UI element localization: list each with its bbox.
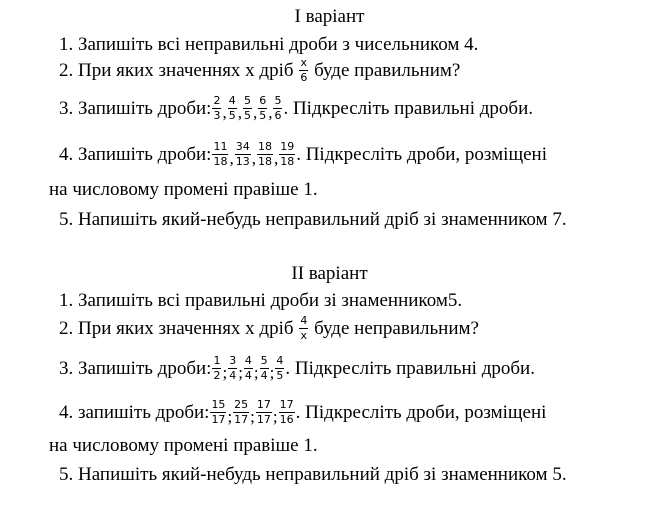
v2-question-2 <box>59 316 479 343</box>
fraction-separator: ; <box>269 363 275 382</box>
fraction: $\frac{25}{17}$ <box>234 398 249 426</box>
fraction-separator: ; <box>253 363 259 382</box>
v2-question-4 <box>59 400 546 427</box>
fraction-separator: , <box>268 103 273 122</box>
v1-q4-text: 4. Запишіть дроби: <box>59 143 212 165</box>
v1-q3-text: 3. Запишіть дроби: <box>59 97 212 119</box>
fraction-separator: , <box>273 149 279 168</box>
v1-q4-text-after: . Підкресліть дроби, розміщені <box>296 143 547 165</box>
v1-q2-text-after: буде правильним? <box>314 59 461 81</box>
v1-question-5: 5. Напишіть який-небудь неправильний дріб зі знаменником 7. <box>59 209 567 230</box>
fraction-separator: ; <box>238 363 243 382</box>
v2-q2-text: 2. При яких значеннях х дріб <box>59 317 294 339</box>
v2-q4-text-after: . Підкресліть дроби, розміщені <box>295 401 547 423</box>
v1-question-2 <box>59 58 460 85</box>
v1-q3-fractions <box>211 94 283 122</box>
fraction: $\frac{34}{13}$ <box>235 140 250 168</box>
fraction-separator: ; <box>250 407 255 426</box>
fraction: $\frac{2}{3}$ <box>213 94 221 122</box>
v2-question-4-continued: на числовому промені правіше 1. <box>49 435 318 456</box>
fraction: $\frac{4}{5}$ <box>228 94 236 122</box>
fraction: $\frac{5}{6}$ <box>274 94 282 122</box>
v2-q4-text: 4. запишіть дроби: <box>59 401 210 423</box>
v2-question-5: 5. Напишіть який-небудь неправильний дріб зі знаменником 5. <box>59 464 567 485</box>
fraction-separator: , <box>229 149 234 168</box>
fraction-separator: ; <box>272 407 278 426</box>
fraction: $\frac{4}{4}$ <box>244 354 252 382</box>
fraction: $\frac{5}{4}$ <box>260 354 268 382</box>
fraction: $\frac{17}{16}$ <box>279 398 294 426</box>
fraction: $\frac{17}{17}$ <box>256 398 271 426</box>
fraction-separator: , <box>222 103 227 122</box>
fraction: $\frac{19}{18}$ <box>280 140 295 168</box>
v1-question-4 <box>59 142 547 169</box>
v1-q4-fractions <box>211 140 296 168</box>
fraction-separator: ; <box>222 363 228 382</box>
v1-question-3 <box>59 96 533 123</box>
v1-q3-text-after: . Підкресліть правильні дроби. <box>283 97 534 119</box>
fraction: $\frac{5}{5}$ <box>243 94 251 122</box>
v2-question-3 <box>59 356 535 383</box>
fraction: $\frac{3}{4}$ <box>229 354 237 382</box>
variant1-title: I варіант <box>294 6 365 27</box>
v2-q3-text: 3. Запишіть дроби: <box>59 357 212 379</box>
v2-q2-fraction: $\frac{4}{x}$ <box>300 314 308 342</box>
fraction-separator: , <box>237 103 242 122</box>
fraction-separator: , <box>252 103 258 122</box>
fraction-separator: ; <box>227 407 233 426</box>
v1-question-4-continued: на числовому промені правіше 1. <box>49 179 318 200</box>
v2-q3-fractions <box>211 354 285 382</box>
fraction: $\frac{18}{18}$ <box>257 140 272 168</box>
fraction: $\frac{1}{2}$ <box>213 354 221 382</box>
v2-q3-text-after: . Підкресліть правильні дроби. <box>285 357 535 379</box>
v2-q2-text-after: буде неправильним? <box>314 317 479 339</box>
v1-question-1: 1. Запишіть всі неправильні дроби з чисельником 4. <box>59 34 479 55</box>
v1-q2-text: 2. При яких значеннях х дріб <box>59 59 294 81</box>
v2-question-1: 1. Запишіть всі правильні дроби зі знаменником5. <box>59 290 463 311</box>
fraction: $\frac{15}{17}$ <box>211 398 226 426</box>
fraction-separator: , <box>251 149 256 168</box>
fraction: $\frac{11}{18}$ <box>213 140 228 168</box>
variant2-title: II варіант <box>291 263 368 284</box>
fraction: $\frac{4}{5}$ <box>276 354 284 382</box>
v2-q4-fractions <box>209 398 295 426</box>
fraction: $\frac{6}{5}$ <box>259 94 267 122</box>
v1-q2-fraction: $\frac{x}{6}$ <box>300 56 308 84</box>
